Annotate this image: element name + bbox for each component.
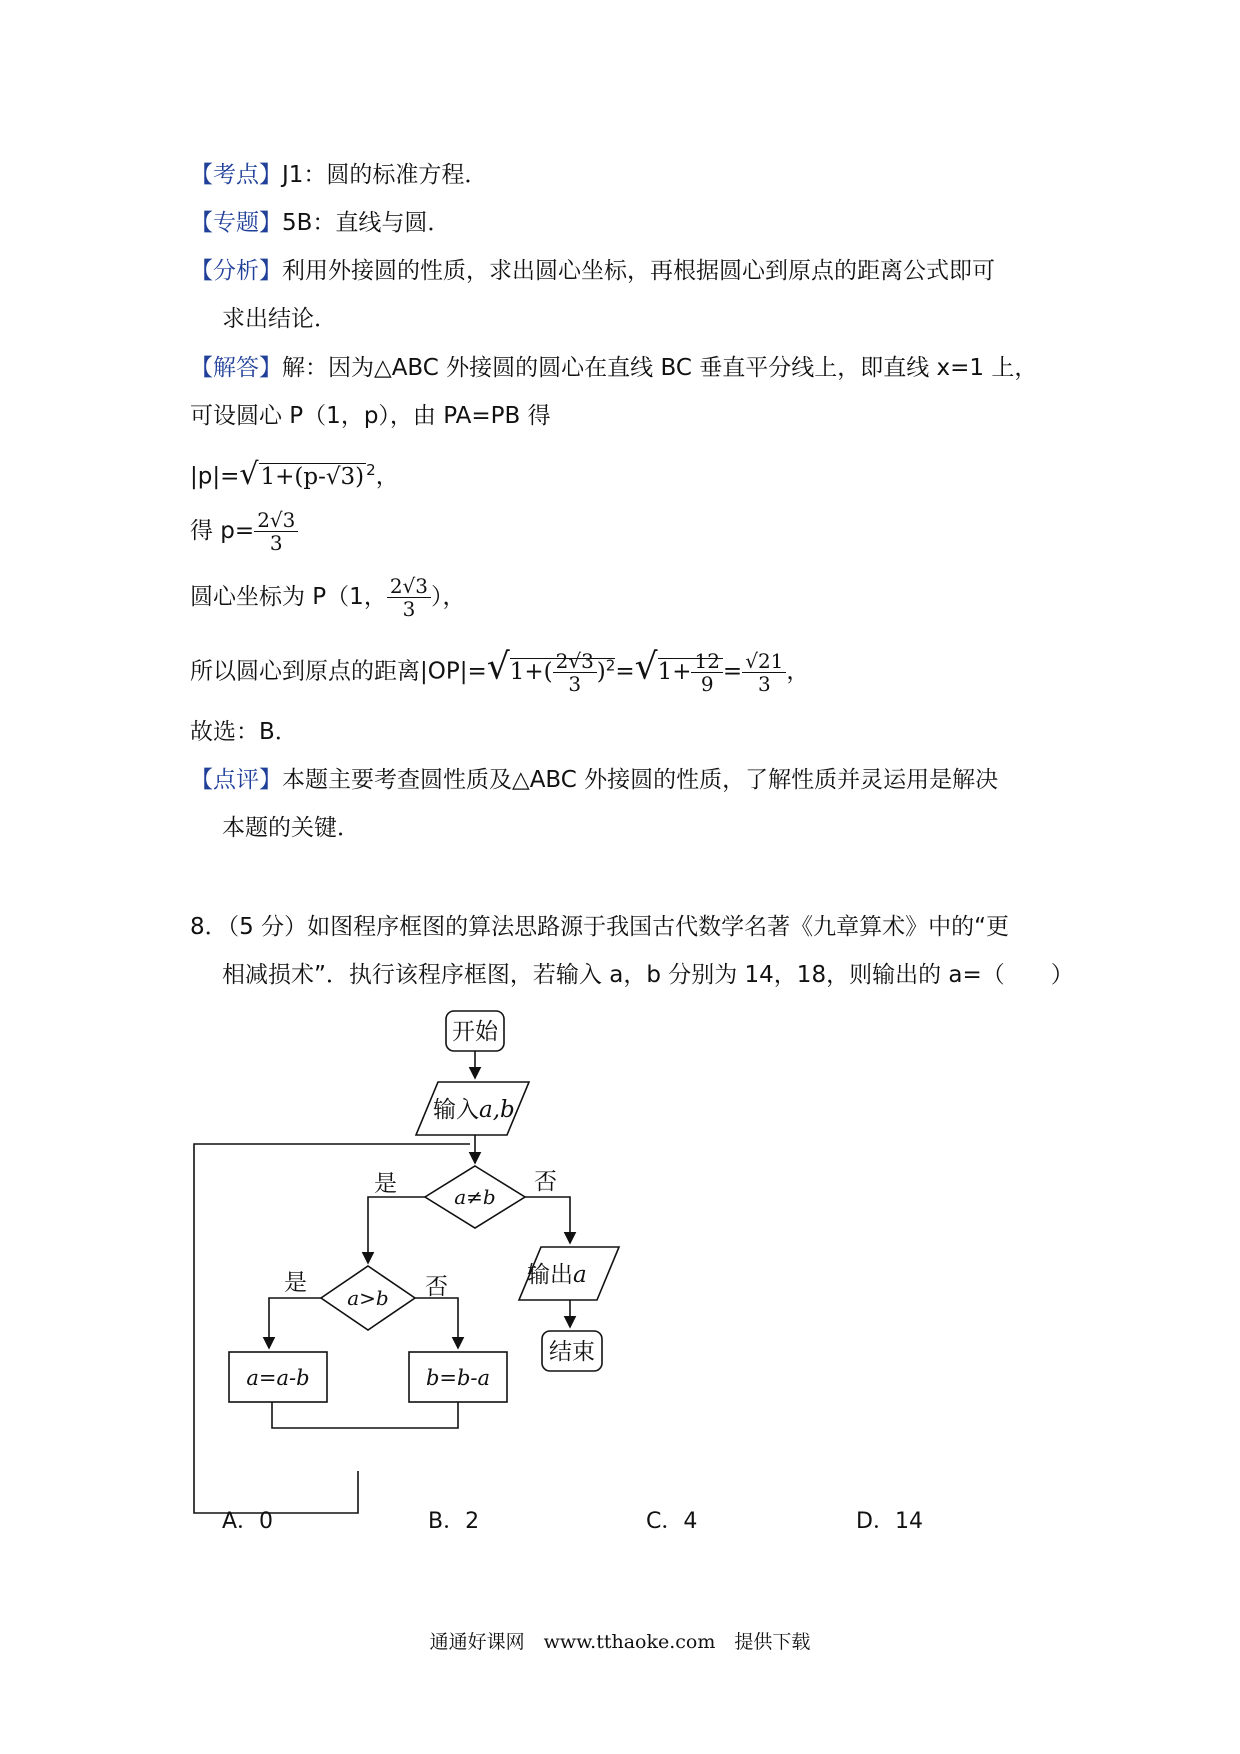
eq4-sqrt-b-sign: √ xyxy=(634,646,658,688)
eq4-a-pre: 1+( xyxy=(509,658,553,685)
cond1-label: a≠b xyxy=(454,1185,496,1209)
assign-a-box xyxy=(229,1352,327,1402)
input-vars: a,b xyxy=(479,1097,515,1123)
eq1-sqrt: √1+(p-√3) xyxy=(239,456,365,492)
jieda-tag: 【解答】 xyxy=(190,355,282,381)
answer-choice: 故选：B． xyxy=(190,719,298,745)
eq4-prefix: 所以圆心到原点的距离|OP|= xyxy=(190,658,487,685)
cond2-label: a>b xyxy=(347,1286,389,1310)
eq3-numerator: 2√3 xyxy=(387,575,431,598)
eq1-left: |p|= xyxy=(190,463,240,490)
eq1-radicand: 1+(p-√3) xyxy=(260,463,365,490)
footer-text: 通通好课网 www.tthaoke.com 提供下载 xyxy=(429,1631,811,1653)
option-b: B．2 xyxy=(428,1509,480,1534)
equation-2 xyxy=(190,508,298,554)
eq3-denominator: 3 xyxy=(402,597,416,621)
output-var: a xyxy=(573,1262,587,1288)
option-d: D．14 xyxy=(856,1509,923,1534)
eq4-a-exponent: 2 xyxy=(605,656,616,674)
decision-a-ne-b xyxy=(425,1166,525,1228)
eq4-a-denominator: 3 xyxy=(568,671,582,696)
eq1-tail: ， xyxy=(375,463,399,490)
assign-b-label: b=b-a xyxy=(425,1366,491,1390)
eq4-b-fraction xyxy=(691,650,722,695)
eq4-b-numerator: 12 xyxy=(691,650,722,673)
option-c: C．4 xyxy=(646,1509,698,1534)
eq4-equals-1: = xyxy=(615,658,635,685)
start-box xyxy=(446,1011,504,1051)
eq2-prefix: 得 p= xyxy=(190,518,255,544)
dianping-text-1: 本题主要考查圆性质及△ABC 外接圆的性质，了解性质并灵运用是解决 xyxy=(282,767,999,793)
equation-4 xyxy=(190,640,809,697)
output-label: 输出 xyxy=(527,1262,573,1288)
assign-b-box xyxy=(409,1352,507,1402)
end-label: 结束 xyxy=(549,1339,595,1365)
eq2-denominator: 3 xyxy=(269,531,283,555)
eq4-b-pre: 1+ xyxy=(657,658,692,685)
eq4-sqrt-b xyxy=(657,648,723,696)
zhuanti-line xyxy=(190,208,450,238)
eq3-fraction xyxy=(387,575,431,620)
eq4-sqrt-a xyxy=(509,648,616,696)
eq4-a-post: ) xyxy=(596,658,606,685)
eq4-a-fraction xyxy=(553,650,597,695)
kaodian-line xyxy=(190,160,487,190)
equation-1 xyxy=(190,455,399,492)
yes-label-2: 是 xyxy=(284,1270,307,1296)
option-a: A．0 xyxy=(222,1509,274,1534)
eq4-equals-2: = xyxy=(722,658,743,685)
kaodian-text: J1：圆的标准方程． xyxy=(282,162,488,188)
input-label: 输入 xyxy=(433,1097,479,1123)
jieda-text-1: 解：因为△ABC 外接圆的圆心在直线 BC 垂直平分线上，即直线 x=1 上， xyxy=(282,355,1038,381)
eq1-exponent: 2 xyxy=(366,461,376,479)
eq4-tail: ， xyxy=(786,658,810,685)
dianping-text-2: 本题的关键． xyxy=(222,815,360,841)
fenxi-text-1: 利用外接圆的性质，求出圆心坐标，再根据圆心到原点的距离公式即可 xyxy=(282,258,995,284)
fenxi-line xyxy=(190,256,995,286)
fenxi-tag: 【分析】 xyxy=(190,258,282,284)
eq4-c-denominator: 3 xyxy=(757,671,771,696)
zhuanti-tag: 【专题】 xyxy=(190,210,282,236)
yes-label-1: 是 xyxy=(374,1171,397,1197)
question-line-2: 相减损术”．执行该程序框图，若输入 a，b 分别为 14，18，则输出的 a=（ ） xyxy=(222,962,1074,988)
eq2-fraction xyxy=(254,509,298,554)
question-line-1: 8．（5 分）如图程序框图的算法思路源于我国古代数学名著《九章算术》中的“更 xyxy=(190,914,1009,940)
equation-3 xyxy=(190,574,466,620)
jieda-line xyxy=(190,353,1037,383)
eq3-suffix: ）， xyxy=(431,584,466,610)
zhuanti-text: 5B：直线与圆． xyxy=(282,210,451,236)
eq4-a-numerator: 2√3 xyxy=(553,650,597,673)
output-box xyxy=(519,1247,619,1300)
eq4-sqrt-a-sign: √ xyxy=(486,646,510,688)
eq4-c-numerator: √21 xyxy=(742,650,786,673)
end-box xyxy=(542,1331,602,1371)
decision-a-gt-b xyxy=(321,1266,415,1330)
kaodian-tag: 【考点】 xyxy=(190,162,282,188)
eq2-numerator: 2√3 xyxy=(254,509,298,532)
eq4-c-fraction xyxy=(742,650,786,695)
jieda-text-2: 可设圆心 P（1，p），由 PA=PB 得 xyxy=(190,403,551,429)
eq3-prefix: 圆心坐标为 P（1， xyxy=(190,584,387,610)
start-label: 开始 xyxy=(452,1019,498,1045)
input-box xyxy=(416,1082,529,1135)
assign-a-label: a=a-b xyxy=(246,1366,310,1390)
dianping-tag: 【点评】 xyxy=(190,767,282,793)
fenxi-text-2: 求出结论． xyxy=(222,306,337,332)
eq4-b-denominator: 9 xyxy=(700,671,714,696)
no-label-2: 否 xyxy=(425,1274,448,1300)
dianping-line xyxy=(190,765,998,795)
no-label-1: 否 xyxy=(534,1169,557,1195)
